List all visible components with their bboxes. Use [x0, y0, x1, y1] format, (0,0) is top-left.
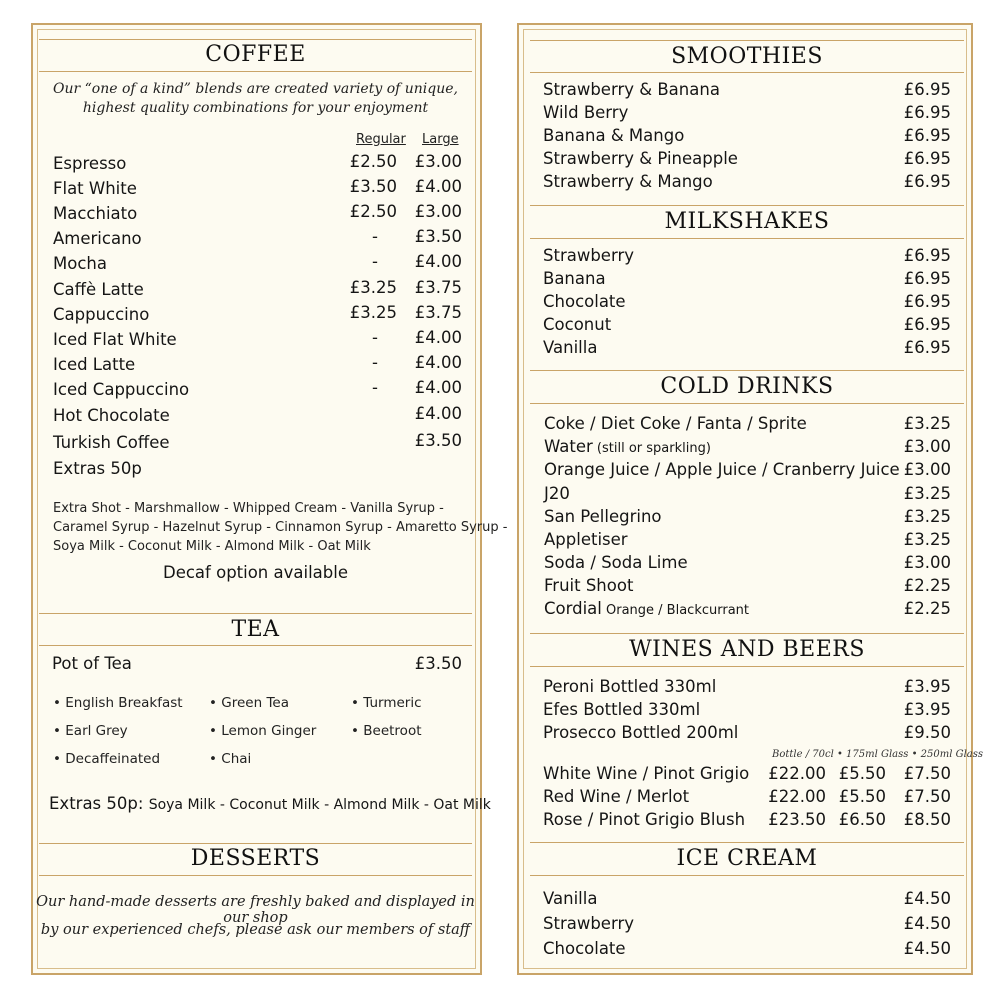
milkshakes-top-rule — [530, 205, 964, 206]
coffee-top-rule — [39, 39, 472, 40]
coffee-item-regular-price: £3.25 — [349, 278, 397, 297]
cold-drink-price: £3.25 — [903, 507, 951, 526]
cold-drink-price: £2.25 — [903, 576, 951, 595]
cold-drink-name: Cordial — [544, 599, 602, 618]
coffee-item-large-price: £3.75 — [414, 278, 462, 297]
coffee-item-large-price: £3.50 — [414, 431, 462, 450]
coffee-item-name: Turkish Coffee — [53, 433, 170, 452]
wines-top-rule — [530, 633, 964, 634]
desserts-bottom-rule — [39, 875, 472, 876]
ice-cream-top-rule — [530, 842, 964, 843]
wine-bottle-price: £23.50 — [768, 810, 826, 829]
cold-drink-item — [544, 599, 749, 618]
coffee-tagline-line1: Our “one of a kind” blends are created variety of unique, — [53, 81, 458, 97]
tea-variety-label: Turmeric — [363, 695, 422, 711]
cold-drink-price: £3.25 — [903, 414, 951, 433]
smoothies-item-price: £6.95 — [903, 172, 951, 191]
milkshakes-item-price: £6.95 — [903, 292, 951, 311]
beer-item-price: £3.95 — [903, 677, 951, 696]
bullet-icon: • — [209, 751, 222, 767]
coffee-item-name: Flat White — [53, 179, 137, 198]
desserts-line1: Our hand-made desserts are freshly baked and displayed in our shop — [36, 894, 475, 926]
cold-drink-name: Appletiser — [544, 530, 628, 549]
milkshakes-item-price: £6.95 — [903, 246, 951, 265]
milkshakes-item-name: Chocolate — [543, 292, 626, 311]
cold-drink-price: £3.00 — [903, 553, 951, 572]
wine-250ml-price: £8.50 — [903, 810, 951, 829]
coffee-bottom-rule — [39, 71, 472, 72]
smoothies-item-name: Strawberry & Banana — [543, 80, 720, 99]
desserts-heading: DESSERTS — [190, 846, 321, 871]
coffee-item-name: Macchiato — [53, 204, 138, 223]
cold-drink-note: (still or sparkling) — [592, 441, 711, 456]
cold-drink-name: Orange Juice / Apple Juice / Cranberry Juice — [544, 460, 900, 479]
coffee-item-regular-price: - — [372, 227, 378, 246]
bullet-icon: • — [53, 723, 66, 739]
smoothies-item-name: Wild Berry — [543, 103, 629, 122]
pot-of-tea-label: Pot of Tea — [52, 654, 132, 673]
tea-variety — [53, 751, 160, 767]
beer-item-price: £3.95 — [903, 700, 951, 719]
wine-175ml-price: £5.50 — [838, 764, 886, 783]
smoothies-bottom-rule — [530, 72, 964, 73]
milkshakes-bottom-rule — [530, 238, 964, 239]
ice-cream-item-price: £4.50 — [903, 889, 951, 908]
cold-drinks-top-rule — [530, 370, 964, 371]
wine-item-name: Rose / Pinot Grigio Blush — [543, 810, 746, 829]
smoothies-item-price: £6.95 — [903, 126, 951, 145]
milkshakes-item-price: £6.95 — [903, 338, 951, 357]
coffee-item-name: Iced Flat White — [53, 330, 177, 349]
wines-bottom-rule — [530, 666, 964, 667]
tea-variety — [351, 695, 422, 711]
cold-drink-item — [544, 553, 688, 572]
bullet-icon: • — [351, 723, 364, 739]
coffee-item-large-price: £4.00 — [414, 404, 462, 423]
cold-drink-item — [544, 414, 807, 433]
ice-cream-item-name: Strawberry — [543, 914, 634, 933]
coffee-extras-line3: Soya Milk - Coconut Milk - Almond Milk - Oat Milk — [53, 539, 371, 554]
tea-extras-line — [49, 794, 491, 813]
smoothies-item-price: £6.95 — [903, 80, 951, 99]
tea-variety-label: English Breakfast — [65, 695, 183, 711]
bullet-icon: • — [53, 751, 66, 767]
pot-of-tea-price: £3.50 — [414, 654, 462, 673]
cold-drink-item — [544, 484, 570, 503]
coffee-extras-line1: Extra Shot - Marshmallow - Whipped Cream - Vanilla Syrup - — [53, 501, 444, 516]
cold-drink-name: Fruit Shoot — [544, 576, 634, 595]
cold-drink-name: J20 — [544, 484, 570, 503]
ice-cream-item-price: £4.50 — [903, 939, 951, 958]
milkshakes-item-name: Strawberry — [543, 246, 634, 265]
coffee-item-large-price: £4.00 — [414, 328, 462, 347]
coffee-item-regular-price: - — [372, 328, 378, 347]
tea-variety — [53, 695, 183, 711]
coffee-col-regular: Regular — [356, 132, 406, 147]
wine-bottle-price: £22.00 — [768, 764, 826, 783]
coffee-item-large-price: £3.00 — [414, 202, 462, 221]
beer-item-name: Efes Bottled 330ml — [543, 700, 701, 719]
wine-item-name: Red Wine / Merlot — [543, 787, 690, 806]
milkshakes-item-name: Coconut — [543, 315, 612, 334]
tea-variety-label: Green Tea — [221, 695, 289, 711]
coffee-item-name: Mocha — [53, 254, 107, 273]
smoothies-item-price: £6.95 — [903, 103, 951, 122]
tea-variety-label: Earl Grey — [65, 723, 128, 739]
smoothies-item-name: Strawberry & Pineapple — [543, 149, 738, 168]
bullet-icon: • — [351, 695, 364, 711]
cold-drink-name: San Pellegrino — [544, 507, 662, 526]
milkshakes-item-name: Vanilla — [543, 338, 598, 357]
beer-item-name: Prosecco Bottled 200ml — [543, 723, 739, 742]
coffee-item-regular-price: £3.50 — [349, 177, 397, 196]
beer-item-name: Peroni Bottled 330ml — [543, 677, 717, 696]
cold-drink-name: Coke / Diet Coke / Fanta / Sprite — [544, 414, 807, 433]
wines-heading: WINES AND BEERS — [629, 637, 865, 662]
cold-drink-item — [544, 460, 900, 479]
desserts-top-rule — [39, 843, 472, 844]
coffee-item-regular-price: - — [372, 353, 378, 372]
ice-cream-heading: ICE CREAM — [676, 846, 818, 871]
ice-cream-item-name: Chocolate — [543, 939, 626, 958]
tea-variety-label: Beetroot — [363, 723, 422, 739]
tea-variety — [351, 723, 422, 739]
coffee-item-regular-price: - — [372, 378, 378, 397]
wine-250ml-price: £7.50 — [903, 787, 951, 806]
tea-bottom-rule — [39, 645, 472, 646]
tea-variety — [209, 751, 251, 767]
smoothies-item-name: Banana & Mango — [543, 126, 685, 145]
coffee-item-name: Caffè Latte — [53, 280, 144, 299]
cold-drink-item — [544, 530, 628, 549]
tea-variety — [53, 723, 128, 739]
coffee-item-large-price: £4.00 — [414, 252, 462, 271]
tea-variety-label: Decaffeinated — [65, 751, 161, 767]
coffee-item-regular-price: £3.25 — [349, 303, 397, 322]
cold-drink-item — [544, 507, 662, 526]
coffee-item-large-price: £4.00 — [414, 378, 462, 397]
cold-drinks-heading: COLD DRINKS — [660, 374, 834, 399]
tea-variety — [209, 723, 316, 739]
coffee-item-name: Iced Cappuccino — [53, 380, 190, 399]
tea-variety — [209, 695, 289, 711]
coffee-item-large-price: £3.75 — [414, 303, 462, 322]
ice-cream-item-name: Vanilla — [543, 889, 598, 908]
milkshakes-item-name: Banana — [543, 269, 606, 288]
milkshakes-item-price: £6.95 — [903, 269, 951, 288]
coffee-extras-title: Extras 50p — [53, 459, 142, 478]
wine-250ml-price: £7.50 — [903, 764, 951, 783]
smoothies-item-name: Strawberry & Mango — [543, 172, 713, 191]
coffee-item-name: Iced Latte — [53, 355, 136, 374]
coffee-item-regular-price: £2.50 — [349, 202, 397, 221]
coffee-item-regular-price: - — [372, 252, 378, 271]
tea-top-rule — [39, 613, 472, 614]
coffee-tagline-line2: highest quality combinations for your enjoyment — [82, 100, 429, 116]
tea-extras-list: Soya Milk - Coconut Milk - Almond Milk - Oat Milk — [148, 797, 491, 813]
coffee-extras-line2: Caramel Syrup - Hazelnut Syrup - Cinnamon Syrup - Amaretto Syrup - — [53, 520, 508, 535]
smoothies-heading: SMOOTHIES — [671, 44, 823, 69]
cold-drink-price: £3.00 — [903, 460, 951, 479]
tea-heading: TEA — [231, 617, 280, 642]
tea-variety-label: Lemon Ginger — [221, 723, 317, 739]
coffee-col-large: Large — [422, 132, 459, 147]
cold-drink-name: Water — [544, 437, 593, 456]
cold-drink-note: Orange / Blackcurrant — [601, 603, 750, 618]
wine-item-name: White Wine / Pinot Grigio — [543, 764, 750, 783]
ice-cream-bottom-rule — [530, 875, 964, 876]
smoothies-item-price: £6.95 — [903, 149, 951, 168]
cold-drink-price: £3.25 — [903, 484, 951, 503]
coffee-item-large-price: £3.00 — [414, 152, 462, 171]
smoothies-top-rule — [530, 40, 964, 41]
cold-drinks-bottom-rule — [530, 403, 964, 404]
coffee-item-name: Hot Chocolate — [53, 406, 170, 425]
cold-drink-price: £3.00 — [903, 437, 951, 456]
cold-drink-item — [544, 437, 711, 456]
bullet-icon: • — [209, 723, 222, 739]
desserts-line2: by our experienced chefs, please ask our members of staff — [40, 922, 471, 938]
ice-cream-item-price: £4.50 — [903, 914, 951, 933]
coffee-item-large-price: £4.00 — [414, 353, 462, 372]
coffee-item-name: Cappuccino — [53, 305, 150, 324]
beer-item-price: £9.50 — [903, 723, 951, 742]
coffee-item-large-price: £3.50 — [414, 227, 462, 246]
cold-drink-price: £2.25 — [903, 599, 951, 618]
coffee-item-large-price: £4.00 — [414, 177, 462, 196]
cold-drink-price: £3.25 — [903, 530, 951, 549]
milkshakes-heading: MILKSHAKES — [664, 209, 830, 234]
coffee-item-regular-price: £2.50 — [349, 152, 397, 171]
tea-extras-label: Extras 50p: — [49, 794, 144, 813]
coffee-item-name: Americano — [53, 229, 142, 248]
coffee-heading: COFFEE — [205, 42, 306, 67]
decaf-note: Decaf option available — [163, 563, 348, 582]
bullet-icon: • — [53, 695, 66, 711]
wine-bottle-price: £22.00 — [768, 787, 826, 806]
wine-175ml-price: £6.50 — [838, 810, 886, 829]
tea-variety-label: Chai — [221, 751, 252, 767]
cold-drink-item — [544, 576, 633, 595]
wine-price-header: Bottle / 70cl • 175ml Glass • 250ml Glass — [772, 749, 984, 760]
milkshakes-item-price: £6.95 — [903, 315, 951, 334]
cold-drink-name: Soda / Soda Lime — [544, 553, 688, 572]
wine-175ml-price: £5.50 — [838, 787, 886, 806]
bullet-icon: • — [209, 695, 222, 711]
coffee-item-name: Espresso — [53, 154, 127, 173]
